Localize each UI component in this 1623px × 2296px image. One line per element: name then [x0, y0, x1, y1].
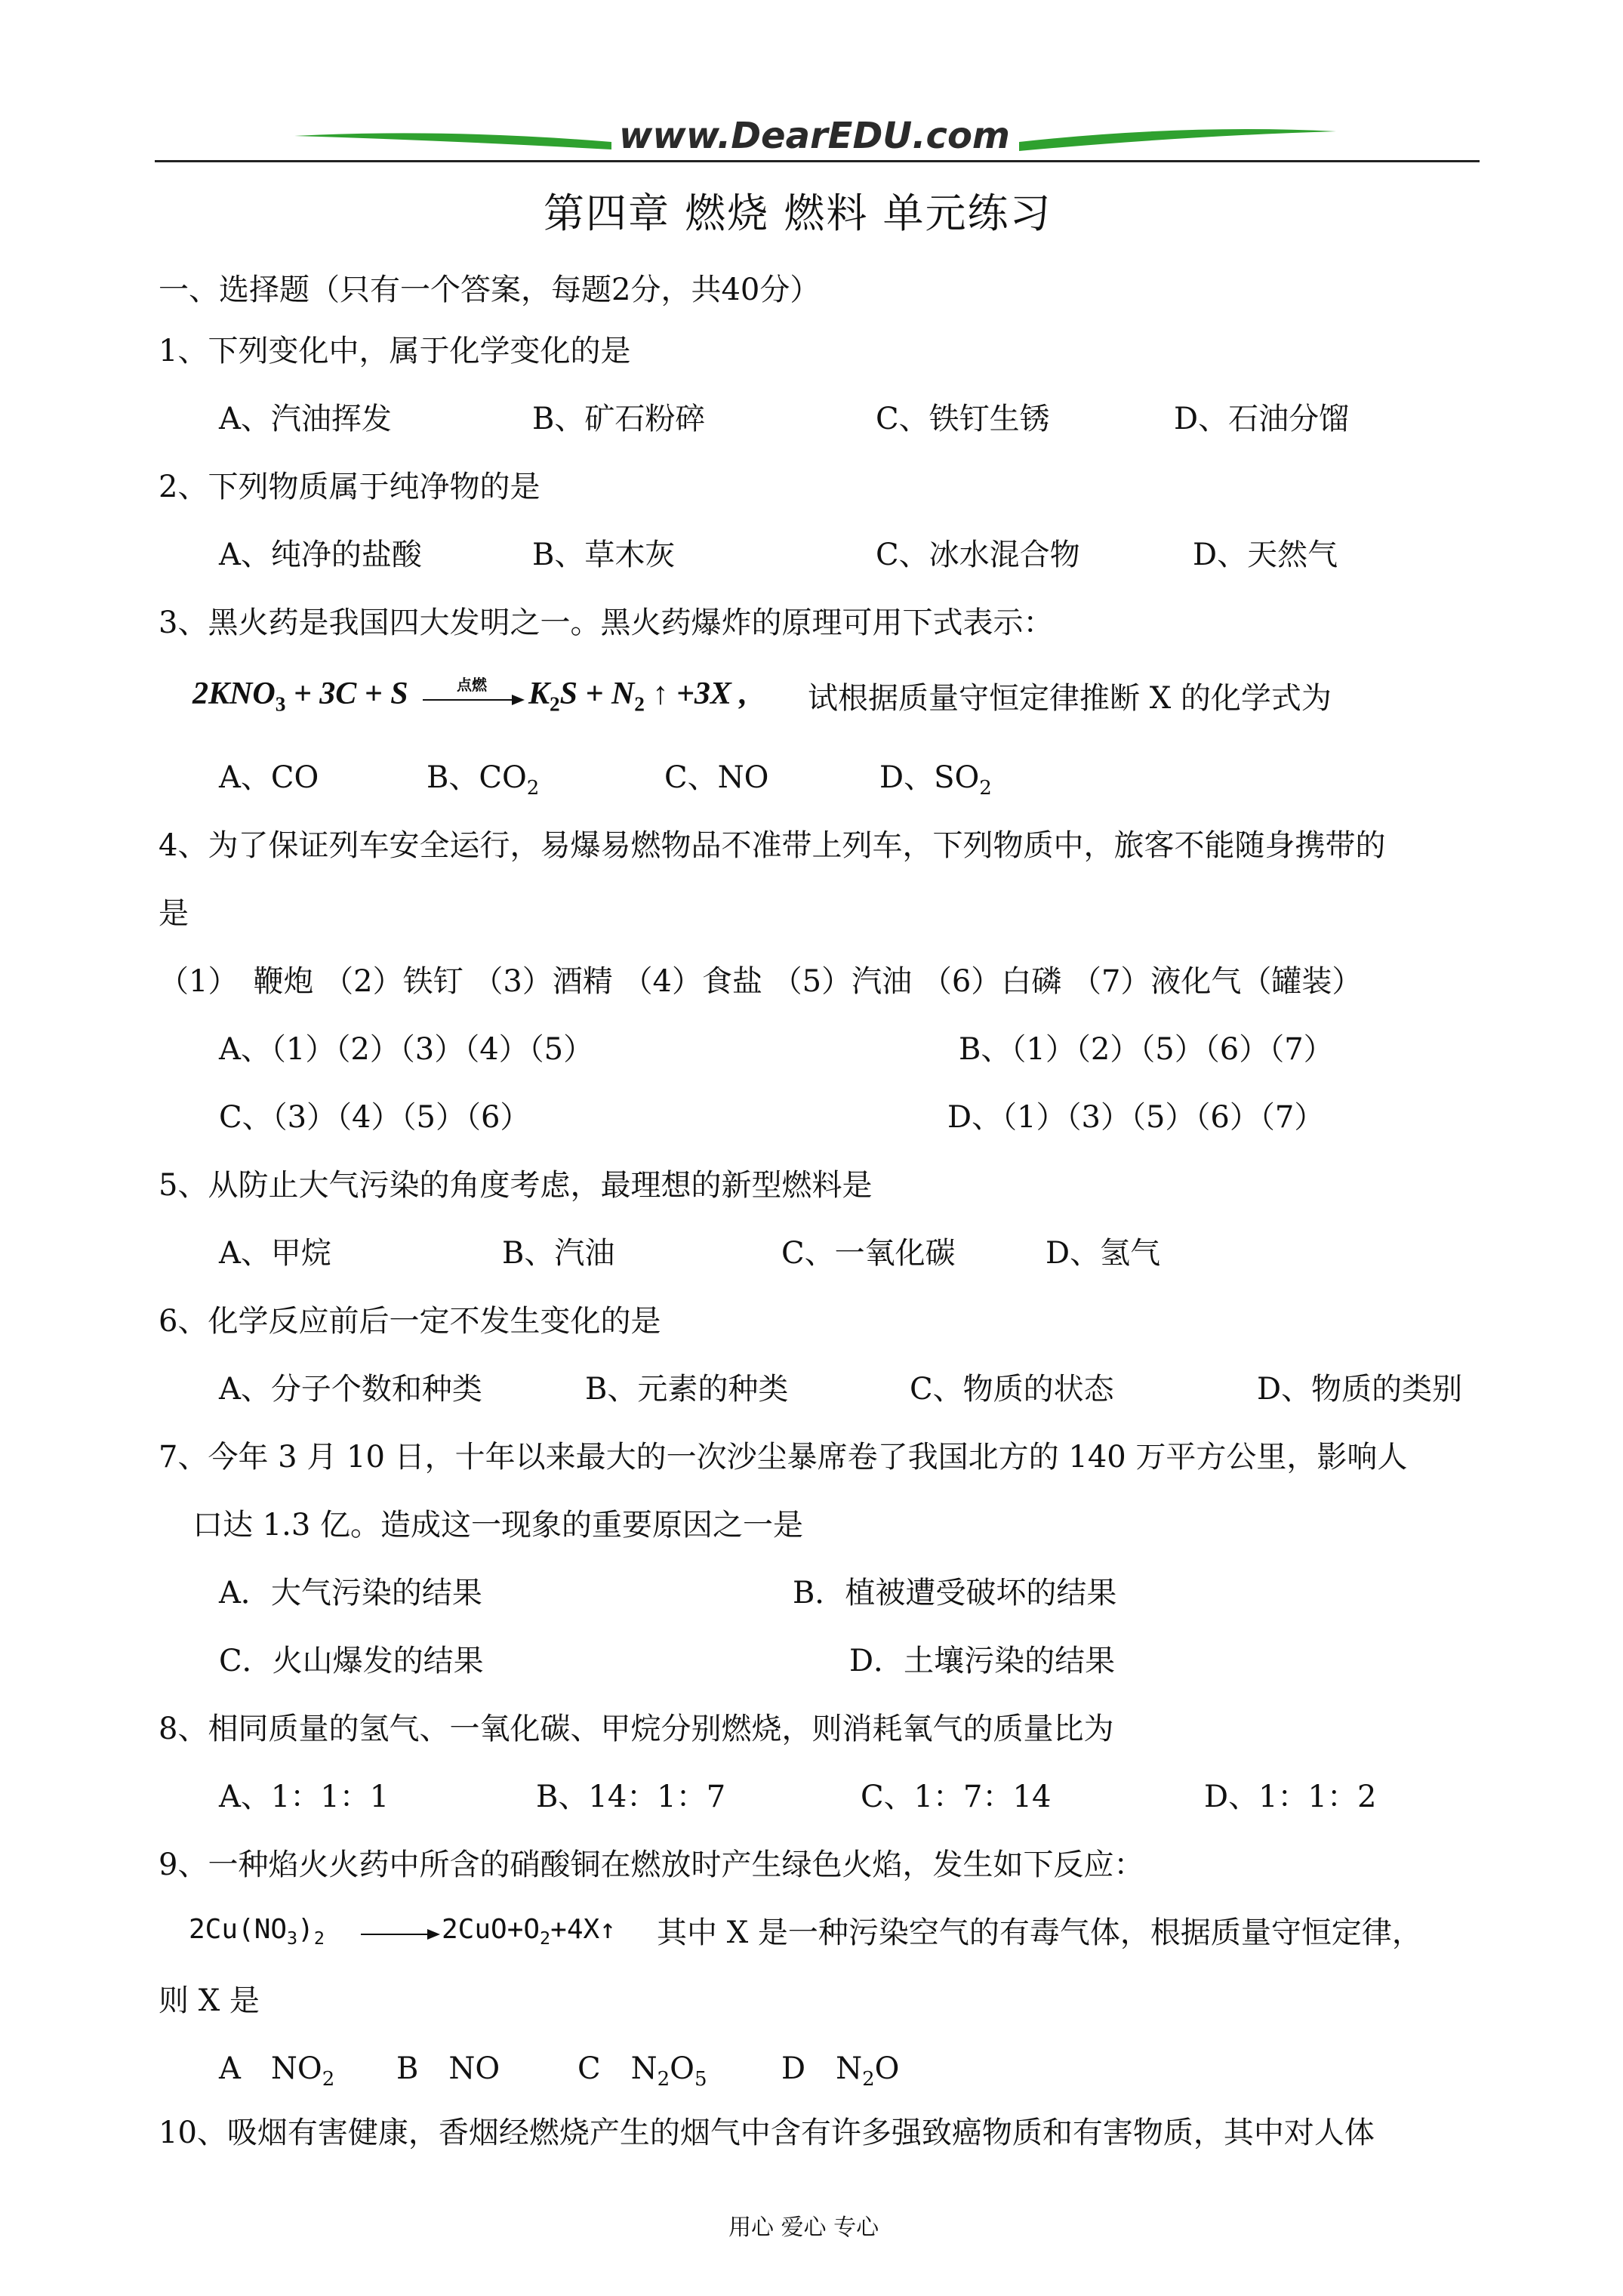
reaction-arrow-icon [361, 1927, 440, 1942]
q5-stem: 5、从防止大气污染的角度考虑，最理想的新型燃料是 [159, 1168, 873, 1203]
q9-option-b: B NO [396, 2051, 500, 2086]
page-footer: 用心 爱心 专心 [728, 2214, 879, 2241]
q1-option-b: B、矿石粉碎 [532, 402, 706, 436]
q4-stem: 4、为了保证列车安全运行，易爆易燃物品不准带上列车，下列物质中，旅客不能随身携带的 [159, 828, 1386, 863]
q5-option-d: D、氢气 [1046, 1236, 1161, 1271]
q7-option-a: A．大气污染的结果 [219, 1576, 482, 1610]
q4-items: （1） 鞭炮 （2）铁钉 （3）酒精 （4）食盐 （5）汽油 （6）白磷 （7）液化气（罐装） [159, 964, 1363, 999]
logo-text: www.DearEDU.com [619, 115, 1010, 157]
q9-stem-cont: 则 X 是 [159, 1983, 260, 2018]
page-title: 第四章 燃烧 燃料 单元练习 [544, 190, 1052, 237]
header-rule [155, 160, 1480, 162]
q3-eq-left: $2KNO_3 + 3C + S$ [192, 676, 408, 716]
q3-condition: 点燃 [457, 676, 487, 694]
q3-option-c: C、NO [664, 760, 769, 795]
q3-tail: 试根据质量守恒定律推断 X 的化学式为 [808, 681, 1332, 716]
q4-option-c: C、（3）（4）（5）（6） [219, 1100, 531, 1135]
q2-option-b: B、草木灰 [532, 538, 676, 572]
q2-option-c: C、冰水混合物 [876, 538, 1080, 572]
q8-option-b: B、14：1：7 [536, 1780, 726, 1814]
q9-stem: 9、一种焰火火药中所含的硝酸铜在燃放时产生绿色火焰，发生如下反应： [159, 1848, 1144, 1882]
q10-stem: 10、吸烟有害健康，香烟经燃烧产生的烟气中含有许多强致癌物质和有害物质，其中对人体 [159, 2116, 1375, 2150]
q2-option-a: A、纯净的盐酸 [219, 538, 422, 572]
q7-option-d: D．土壤污染的结果 [849, 1644, 1116, 1678]
q3-option-b: B、$CO_2$ [427, 760, 540, 800]
q3-option-a: A、CO [219, 760, 319, 795]
q2-option-d: D、天然气 [1193, 538, 1338, 572]
q4-option-a: A、（1）（2）（3）（4）（5） [219, 1032, 594, 1067]
q6-stem: 6、化学反应前后一定不发生变化的是 [159, 1304, 661, 1339]
q6-option-c: C、物质的状态 [910, 1372, 1114, 1407]
q9-option-a: A $NO_2$ [219, 2051, 335, 2091]
q6-option-a: A、分子个数和种类 [219, 1372, 482, 1407]
q1-option-a: A、汽油挥发 [219, 402, 392, 436]
q7-option-b: B．植被遭受破坏的结果 [793, 1576, 1117, 1610]
q3-option-d: D、$SO_2$ [879, 760, 992, 800]
q6-option-d: D、物质的类别 [1257, 1372, 1463, 1407]
q1-option-c: C、铁钉生锈 [876, 402, 1050, 436]
q8-option-d: D、1：1：2 [1204, 1780, 1377, 1814]
q4-option-b: B、（1）（2）（5）（6）（7） [959, 1032, 1334, 1067]
q5-option-b: B、汽油 [502, 1236, 615, 1271]
q7-stem: 7、今年 3 月 10 日，十年以来最大的一次沙尘暴席卷了我国北方的 140 万平方公里，影响人 [159, 1440, 1408, 1475]
q7-stem-cont: 口达 1.3 亿。造成这一现象的重要原因之一是 [192, 1508, 804, 1542]
q1-option-d: D、石油分馏 [1174, 402, 1350, 436]
q2-stem: 2、下列物质属于纯净物的是 [159, 470, 540, 504]
q1-stem: 1、下列变化中，属于化学变化的是 [159, 334, 631, 368]
header-logo [294, 115, 1336, 165]
q9-equation-left: $2Cu(NO_3)_2$ [189, 1914, 325, 1949]
q9-tail: 其中 X 是一种污染空气的有毒气体，根据质量守恒定律， [657, 1915, 1422, 1950]
section-heading: 一、选择题（只有一个答案，每题2分，共40分） [159, 273, 821, 307]
q6-option-b: B、元素的种类 [585, 1372, 789, 1407]
q5-option-c: C、一氧化碳 [781, 1236, 956, 1271]
q3-arrow [423, 673, 525, 718]
q4-stem-cont: 是 [159, 896, 189, 931]
q8-stem: 8、相同质量的氢气、一氧化碳、甲烷分别燃烧，则消耗氧气的质量比为 [159, 1712, 1114, 1746]
q3-stem: 3、黑火药是我国四大发明之一。黑火药爆炸的原理可用下式表示： [159, 606, 1054, 640]
q5-option-a: A、甲烷 [219, 1236, 331, 1271]
q3-eq-right: $K_2S + N_2$ ↑ +3X , [528, 676, 747, 716]
q9-option-d: D $N_2O$ [781, 2051, 900, 2091]
q3-equation [192, 676, 747, 721]
q9-option-c: C $N_2O_5$ [577, 2051, 707, 2091]
q4-option-d: D、（1）（3）（5）（6）（7） [947, 1100, 1325, 1135]
q9-equation-right: $2CuO+O_2+4X↑$ [442, 1914, 616, 1949]
q8-option-a: A、1：1：1 [219, 1780, 390, 1814]
reaction-arrow-icon [423, 692, 525, 707]
q7-option-c: C．火山爆发的结果 [219, 1644, 484, 1678]
q8-option-c: C、1：7：14 [861, 1780, 1052, 1814]
